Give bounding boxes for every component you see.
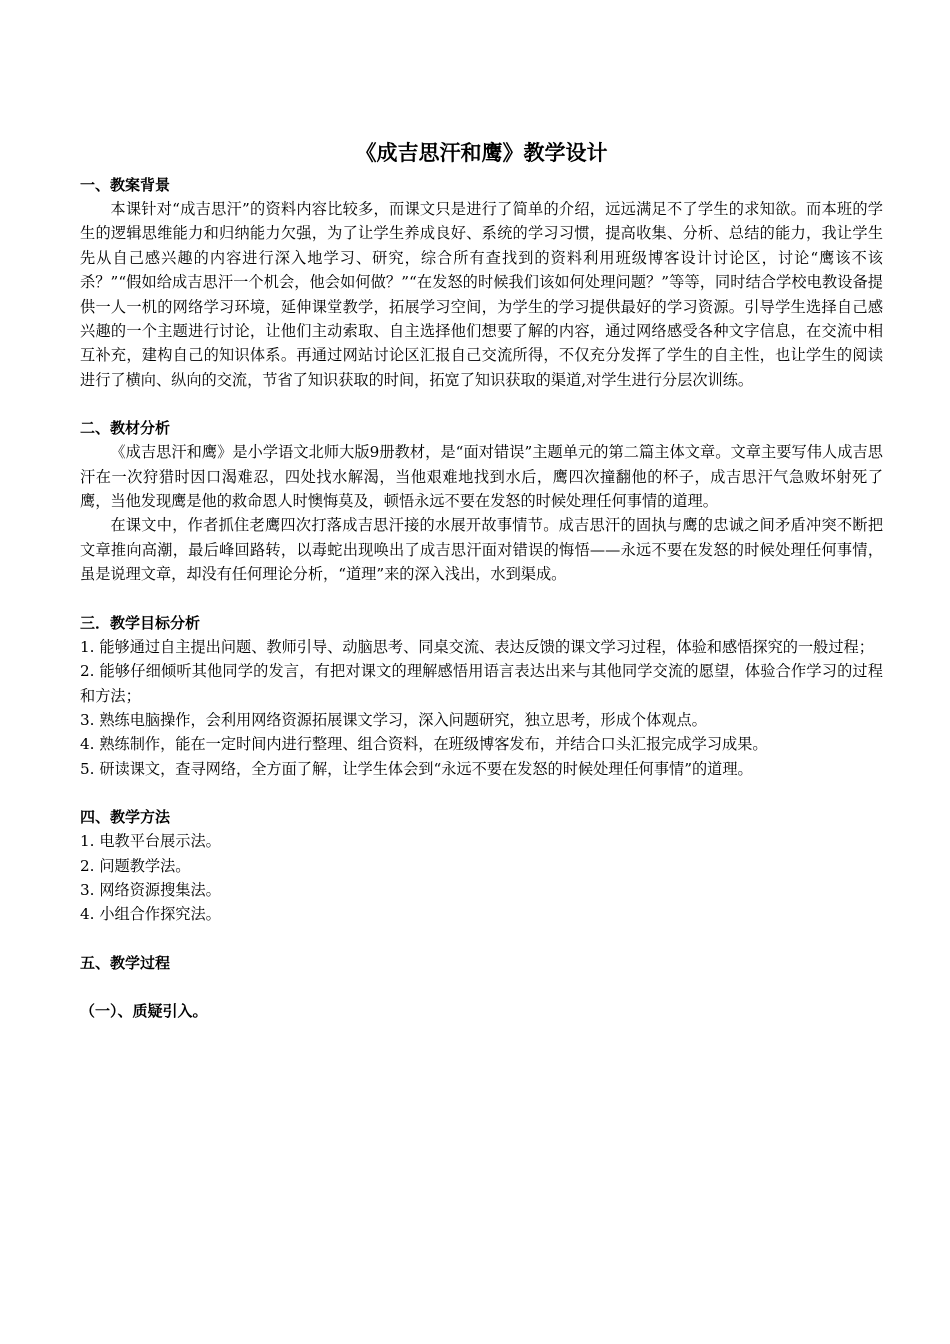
method-item-4: 4. 小组合作探究法。 bbox=[80, 905, 221, 924]
goal-item-5: 5. 研读课文，查寻网络，全方面了解，让学生体会到“永远不要在发怒的时候处理任何事情”的道理。 bbox=[80, 759, 753, 778]
method-item-2: 2. 问题教学法。 bbox=[80, 856, 191, 875]
spacer bbox=[80, 392, 883, 416]
section-methods bbox=[80, 805, 883, 927]
goal-item-1: 1. 能够通过自主提出问题、教师引导、动脑思考、同桌交流、表达反馈的课文学习过程，体验和感悟探究的一般过程； bbox=[80, 637, 874, 656]
method-item-1: 1. 电教平台展示法。 bbox=[80, 832, 221, 851]
section-background bbox=[80, 173, 883, 392]
spacer bbox=[80, 781, 883, 805]
material-paragraph-2: 在课文中，作者抓住老鹰四次打落成吉思汗接的水展开故事情节。成吉思汗的固执与鹰的忠诚之间矛盾冲突不断把文章推向高潮，最后峰回路转，以毒蛇出现唤出了成吉思汗面对错误的悔悟——永远不要在发怒的时候处理任何事情，虽是说理文章，却没有任何理论分析，“道理”来的深入浅出，水到渠成。 bbox=[80, 516, 883, 584]
spacer bbox=[80, 927, 883, 951]
section-heading-goals: 三．教学目标分析 bbox=[80, 613, 201, 632]
process-subheading: （一）、质疑引入。 bbox=[80, 1001, 208, 1020]
section-goals bbox=[80, 611, 883, 781]
document-page bbox=[80, 133, 883, 1023]
background-paragraph: 本课针对“成吉思汗”的资料内容比较多，而课文只是进行了简单的介绍，远远满足不了学生的求知欲。而本班的学生的逻辑思维能力和归纳能力欠强，为了让学生养成良好、系统的学习习惯，提高收集、分析、总结的能力，我让学生先从自己感兴趣的内容进行深入地学习、研究，综合所有查找到的资料利用班级博客设计讨论区，讨论“鹰该不该杀？”“假如给成吉思汗一个机会，他会如何做？”“在发怒的时候我们该如何处理问题？”等等，同时结合学校电教设备提供一人一机的网络学习环境，延伸课堂教学，拓展学习空间，为学生的学习提供最好的学习资源。引导学生选择自己感兴趣的一个主题进行讨论，让他们主动索取、自主选择他们想要了解的内容，通过网络感受各种文字信息，在交流中相互补充，建构自己的知识体系。再通过网站讨论区汇报自己交流所得，不仅充分发挥了学生的自主性，也让学生的阅读进行了横向、纵向的交流，节省了知识获取的时间，拓宽了知识获取的渠道,对学生进行分层次训练。 bbox=[80, 200, 883, 389]
section-heading-methods: 四、教学方法 bbox=[80, 808, 171, 827]
section-heading-material: 二、教材分析 bbox=[80, 419, 171, 438]
spacer bbox=[80, 587, 883, 611]
method-item-3: 3. 网络资源搜集法。 bbox=[80, 880, 221, 899]
material-paragraph-1: 《成吉思汗和鹰》是小学语文北师大版9册教材，是“面对错误”主题单元的第二篇主体文章。文章主要写伟人成吉思汗在一次狩猎时因口渴难忍，四处找水解渴，当他艰难地找到水后，鹰四次撞翻他的杯子，成吉思汗气急败坏射死了鹰，当他发现鹰是他的救命恩人时懊悔莫及，顿悟永远不要在发怒的时候处理任何事情的道理。 bbox=[80, 443, 883, 511]
spacer bbox=[80, 975, 883, 999]
goal-item-2: 2. 能够仔细倾听其他同学的发言，有把对课文的理解感悟用语言表达出来与其他同学交流的愿望，体验合作学习的过程和方法； bbox=[80, 662, 883, 705]
section-process bbox=[80, 951, 883, 1023]
document-title: 《成吉思汗和鹰》教学设计 bbox=[355, 141, 608, 165]
section-heading-background: 一、教案背景 bbox=[80, 176, 171, 194]
section-heading-process: 五、教学过程 bbox=[80, 953, 171, 972]
goal-item-4: 4. 熟练制作，能在一定时间内进行整理、组合资料，在班级博客发布，并结合口头汇报完成学习成果。 bbox=[80, 735, 768, 754]
goal-item-3: 3. 熟练电脑操作，会利用网络资源拓展课文学习，深入问题研究，独立思考，形成个体观点。 bbox=[80, 710, 707, 729]
section-material bbox=[80, 416, 883, 586]
